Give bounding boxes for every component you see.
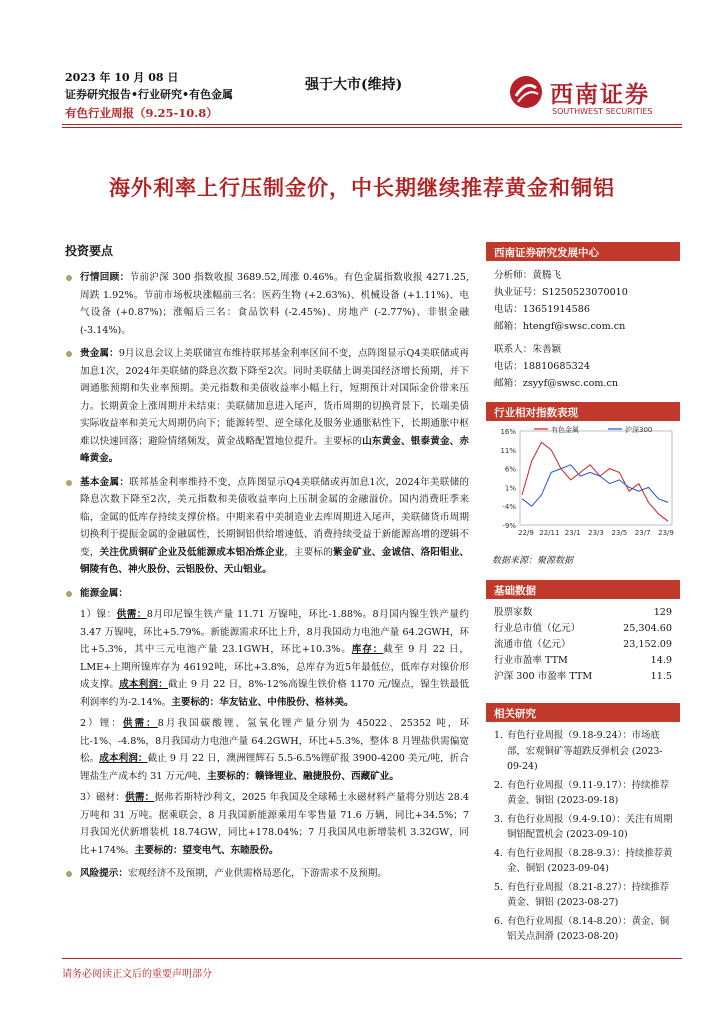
basic-data-key: 行业市盈率 TTM [494, 655, 568, 666]
basic-data-value: 23,152.09 [623, 639, 672, 650]
basic-data-value: 25,304.60 [623, 623, 672, 634]
basic-data-value: 11.5 [650, 671, 672, 682]
related-item-number: 3. [494, 813, 503, 825]
related-item-title: 有色行业周报（9.11-9.17）：持续推荐黄金、铜铝 (2023-09-18) [507, 779, 670, 806]
basic-data-value: 129 [653, 607, 672, 618]
related-item-title: 有色行业周报（8.14-8.20）：黄金、铜铝关点润滑 (2023-08-20) [507, 915, 670, 942]
related-item-title: 有色行业周报（9.18-9.24）：市场底部，宏观铜矿等超跌反弹机会 (2023-09-24) [507, 730, 663, 772]
report-series: 有色行业周报（9.25-10.8） [65, 106, 218, 120]
related-item-number: 2. [494, 779, 503, 791]
footer-divider [62, 958, 682, 959]
header-divider-2 [62, 127, 682, 128]
analyst-name: 分析师：黄腾飞 [494, 270, 562, 281]
chart-heading: 行业相对指数表现 [486, 402, 680, 421]
basic-data-key: 股票家数 [494, 607, 533, 618]
risk-warning: 风险提示：宏观经济不及预期，产业供需格局恶化，下游需求不及预期。 [62, 865, 469, 883]
energy-metals: 能源金属： [62, 585, 469, 603]
y-tick-label: -9% [502, 522, 516, 530]
related-research-item[interactable] [494, 914, 674, 945]
y-tick-label: -4% [502, 503, 516, 512]
x-tick-label: 23/5 [611, 529, 628, 537]
related-heading: 相关研究 [486, 703, 680, 722]
x-tick-label: 22/11 [539, 529, 560, 537]
related-research-item[interactable] [494, 880, 674, 911]
related-research-item[interactable] [494, 846, 674, 877]
index-chart [486, 421, 680, 551]
basic-data-row [486, 653, 680, 669]
basic-data-key: 行业总市值（亿元） [494, 623, 581, 634]
x-tick-label: 22/9 [518, 529, 534, 537]
contact-phone: 电话：18810685324 [494, 361, 590, 372]
basic-heading: 基础数据 [486, 580, 680, 599]
chart-source: 数据来源：聚源数据 [492, 556, 574, 566]
basic-data-box [486, 580, 680, 685]
basic-data-value: 14.9 [650, 655, 672, 666]
chart-frame [520, 431, 672, 525]
basic-data-list [486, 605, 680, 685]
contact-name: 联系人：朱善颖 [494, 344, 562, 355]
nickel-paragraph: 1）镍：供需：8月印尼镍生铁产量 11.71 万镍吨，环比-1.88%。8月国内镍生铁产量约 3.47 万镍吨，环比+5.79%。新能源需求环比上升，8月我国动力电池产量 64.2GWH，环比+5.3%，其中三元电池产量 23.1GWH，环比+10.3%。库存：截至 9 月 22 日，LME+上期所镍库存为 46192吨，环比+3.8%，总库存为近5年最低位，低库存对镍价形成支撑。成本利润：截止 9 月 22 日，8%-12%高镍生铁价格 1170 元/镍点，镍生铁最低利润率约为-2.14%。主要标的：华友钴业、中伟股份、格林美。 [80, 609, 469, 708]
related-item-number: 1. [494, 730, 503, 741]
report-type: 证券研究报告•行业研究•有色金属 [65, 88, 234, 101]
base-metals: 基本金属：联邦基金利率维持不变，点阵图显示Q4美联储或再加息1次，2024年美联储的降息次数下降至2次，美元指数和美债收益率向上压制金属的金融溢价。国内消费旺季来临，金属的低库存持续支撑价格。中期来看中美制造业去库周期进入尾声，美联储货币周期切换利于提振金属的金融属性，长期铜铝供给增速低、消费持续受益于新能源高增的逻辑不变，关注优质铜矿企业及低能源成本铝冶炼企业，主要标的紫金矿业、金诚信、洛阳钼业、铜陵有色、神火股份、云铝股份、天山铝业。 [62, 474, 469, 579]
x-tick-label: 23/3 [588, 529, 604, 537]
related-item-number: 4. [494, 847, 503, 859]
basic-data-key: 沪深 300 市盈率 TTM [494, 671, 593, 682]
basic-data-key: 流通市值（亿元） [494, 639, 571, 650]
precious-metals: 贵金属：9月议息会议上美联储宣布维持联邦基金利率区间不变，点阵图显示Q4美联储或再加息1次，2024年美联储的降息次数下降至2次。同时美联储上调美国经济增长预期，并下调通胀预期和失业率预期。美元指数和美债收益率小幅上行，短期预计对国际金价带来压力。长期黄金上涨周期并未结束：美联储加息进入尾声，货币周期的切换背景下，长端美债实际收益率和美元大周期仍向下；能源转型、逆全球化及服务业通胀粘性下，长期通胀中枢难以快速回落；避险情绪频发，黄金战略配置地位提升。主要标的山东黄金、银泰黄金、赤峰黄金。 [62, 345, 469, 468]
report-title: 海外利率上行压制金价，中长期继续推荐黄金和铜铝 [109, 175, 615, 200]
basic-data-row [486, 621, 680, 637]
basic-data-row [486, 605, 680, 621]
y-tick-label: 6% [504, 465, 516, 474]
legend-label: 沪深300 [625, 426, 653, 434]
related-item-number: 6. [494, 915, 503, 927]
header-divider [62, 124, 682, 125]
analyst-license: 执业证号：S1250523070010 [494, 287, 628, 298]
magnet-paragraph: 3）磁材：供需：据弗若斯特沙利文，2025 年我国及全球稀土永磁材料产量将分别达 28.4 万吨和 31 万吨。据乘联会，8 月我国新能源乘用车零售量 71.6 万辆，同比+34.5%；7 月我国光伏新增装机 18.74GW，同比+178.04%；7 月我国风电新增装机 3.32GW，同比+174%。主要标的：望变电气、东睦股份。 [80, 792, 470, 856]
contact-email[interactable]: 邮箱：zsyyf@swsc.com.cn [494, 378, 619, 389]
analyst-email[interactable]: 邮箱：htengf@swsc.com.cn [494, 321, 626, 332]
team-heading: 西南证券研究发展中心 [486, 242, 680, 261]
basic-data-row [486, 637, 680, 653]
related-item-title: 有色行业周报（8.21-8.27）：持续推荐黄金、铜铝 (2023-08-27) [507, 881, 670, 908]
industry-rating: 强于大市(维持) [305, 77, 403, 93]
investment-points [62, 242, 469, 883]
logo-text: 西南证券 [550, 81, 650, 108]
legend-label: 有色金属 [551, 426, 579, 434]
x-tick-label: 23/9 [658, 529, 674, 537]
series-line [522, 442, 668, 521]
related-research-item[interactable] [494, 728, 674, 775]
analyst-phone: 电话：13651914586 [494, 304, 590, 315]
y-tick-label: 16% [500, 428, 516, 436]
related-item-title: 有色行业周报（9.4-9.10）：关注有周期铜铝配置机会 (2023-09-10) [507, 813, 673, 840]
related-research-list [486, 722, 680, 945]
report-date: 2023 年 10 月 08 日 [65, 71, 179, 84]
market-review: 行情回顾：节前沪深 300 指数收报 3689.52,周涨 0.46%。有色金属指数收报 4271.25,周跌 1.92%。节前市场板块涨幅前三名：医药生物 (+2.63%)、机械设备 (+1.11%)、电气设备 (+0.87%)；涨幅后三名：食品饮料 (-2.45%)、房地产 (-2.77%)、非银金融 (-3.14%)。 [62, 269, 469, 339]
related-item-title: 有色行业周报（8.28-9.3）：持续推荐黄金、铜铝 (2023-09-04) [507, 847, 673, 874]
sidebar [486, 242, 680, 948]
logo-mark-icon [508, 74, 544, 110]
related-research-box [486, 703, 680, 945]
company-logo [508, 72, 683, 122]
index-chart-box [486, 402, 680, 566]
related-research-item[interactable] [494, 812, 674, 843]
relative-index-chart [486, 421, 680, 551]
lithium-paragraph: 2）锂：供需：8月我国碳酸锂、氢氧化锂产量分别为 45022、25352 吨，环比-1%、-4.8%，8月我国动力电池产量 64.2GWH，环比+5.3%，整体 8 月锂盐供需偏宽松。成本利润：截止 9 月 22 日，澳洲锂辉石 5.5-6.5%锂矿报 3900-4200 美元/吨，折合锂盐生产成本约 31 万元/吨，主要标的：赣锋锂业、融捷股份、西藏矿业。 [80, 718, 470, 782]
y-tick-label: 11% [500, 446, 516, 455]
analyst-contact [486, 261, 680, 392]
y-tick-label: 1% [504, 484, 516, 493]
x-tick-label: 23/1 [564, 529, 581, 537]
section-heading: 投资要点 [65, 244, 114, 258]
related-research-item[interactable] [494, 778, 674, 809]
disclaimer-notice: 请务必阅读正文后的重要声明部分 [62, 969, 212, 980]
x-tick-label: 23/7 [634, 529, 651, 537]
related-item-number: 5. [494, 881, 503, 893]
logo-subtext: SOUTHWEST SECURITIES [552, 107, 653, 116]
basic-data-row [486, 669, 680, 685]
